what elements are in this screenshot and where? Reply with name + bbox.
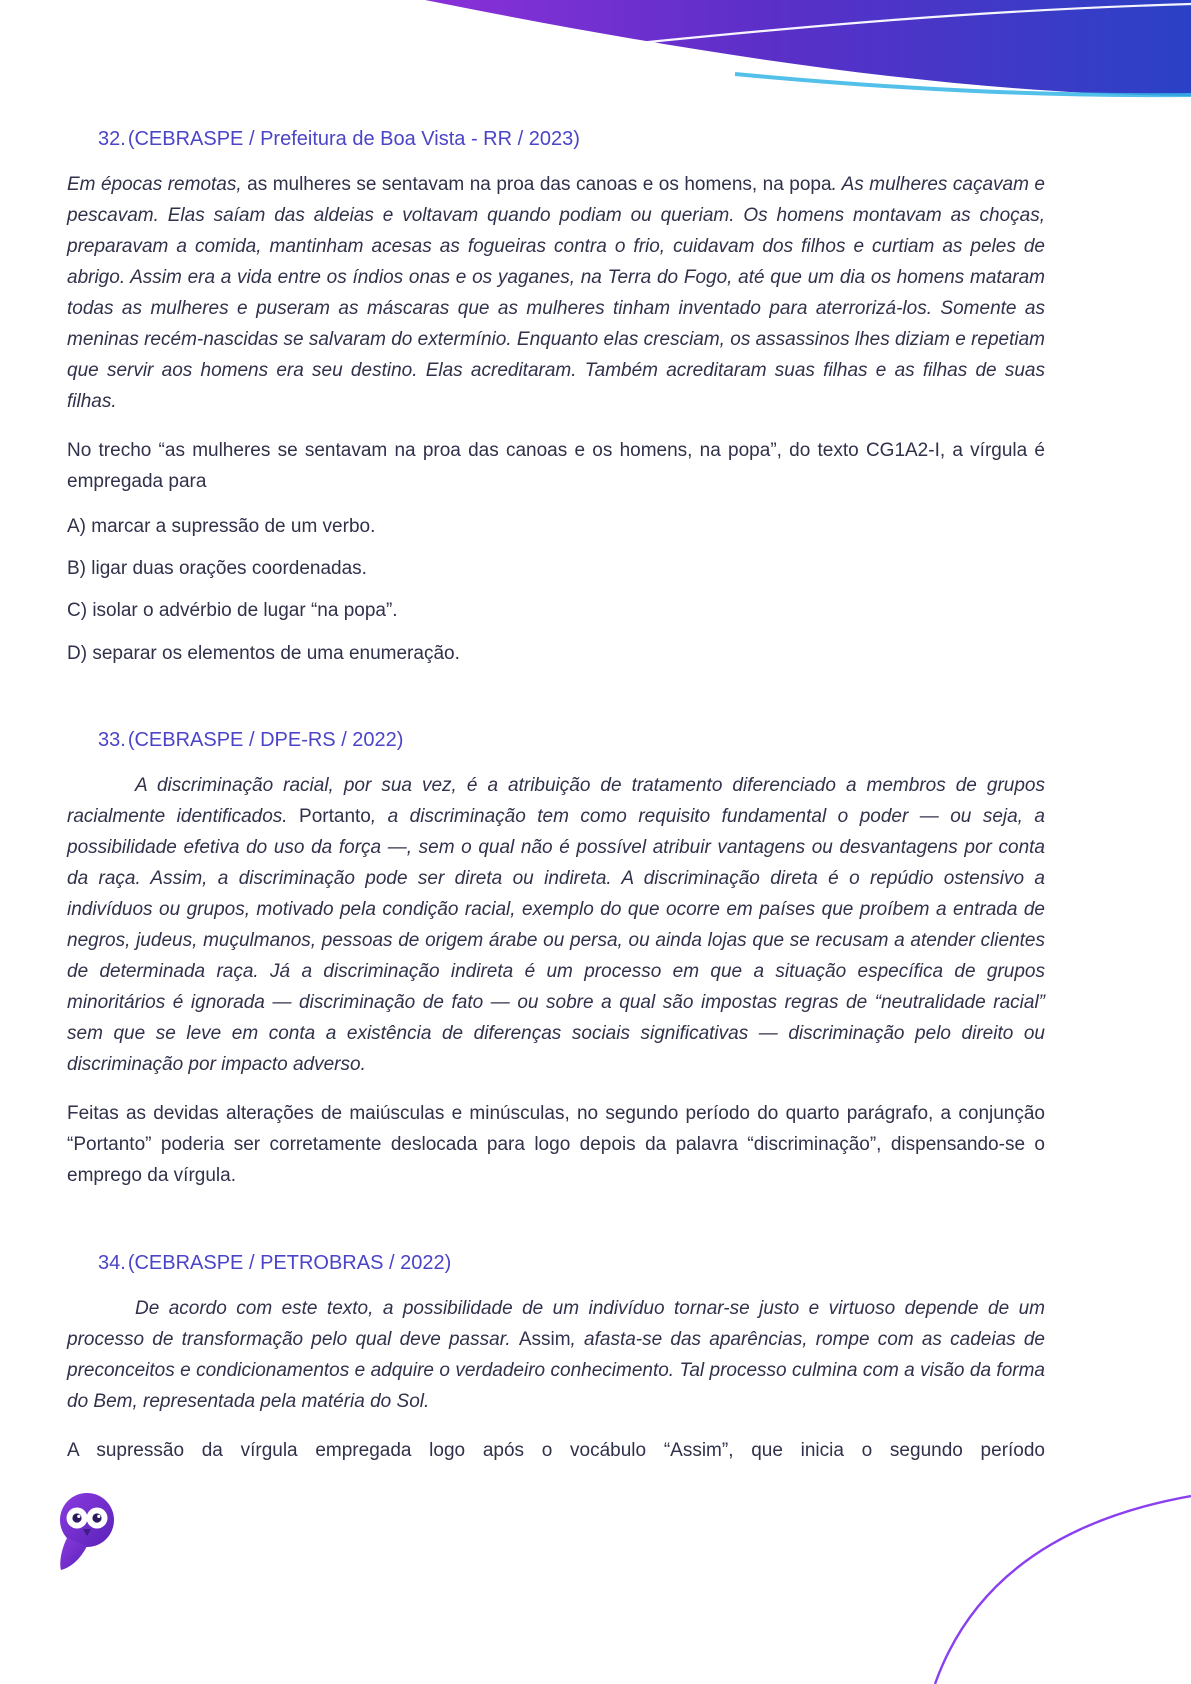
question-33-heading — [67, 727, 1045, 753]
owl-right-eye — [87, 1508, 108, 1529]
passage-segment: Em épocas remotas, — [67, 174, 248, 195]
question-34-statement: A supressão da vírgula empregada logo após o vocábulo “Assim”, que inicia o segundo período — [67, 1439, 1045, 1461]
question-32-passage — [67, 170, 1045, 418]
passage-quoted-segment: Assim — [518, 1328, 571, 1350]
owl-head — [60, 1493, 114, 1547]
question-33 — [67, 727, 1045, 1192]
question-source: (CEBRASPE / DPE-RS / 2022) — [127, 729, 404, 752]
passage-segment: A discriminação racial, por sua vez, é a atribuição de tratamento diferenciado a membros de grupos racialmente identificados. — [67, 775, 1045, 828]
question-32-option-d: D) separar os elementos de uma enumeração. — [67, 642, 460, 664]
passage-segment: . As mulheres caçavam e pescavam. Elas saíam das aldeias e voltavam quando podiam ou queriam. Os homens montavam as choças, preparavam a comida, mantinham acesas as fogueiras contra o frio, cuidavam dos filhos e curtiam as peles de abrigo. Assim era a vida entre os índios onas e os yaganes, na Terra do Fogo, até que um dia os homens mataram todas as mulheres e puseram as máscaras que as mulheres tinham inventado para aterrorizá-los. Somente as meninas recém-nascidas se salvaram do extermínio. Enquanto elas cresciam, os assassinos lhes diziam e repetiam que servir aos homens era seu destino. Elas acreditaram. Também acreditaram suas filhas e as filhas de suas filhas. — [67, 174, 1045, 412]
owl-beak — [83, 1529, 91, 1536]
owl-left-eye — [67, 1508, 88, 1529]
passage-segment: De acordo com este texto, a possibilidade de um indivíduo tornar-se justo e virtuoso depende de um processo de transformação pelo qual deve passar. — [67, 1297, 1045, 1350]
question-number: 34. — [98, 1251, 126, 1274]
question-32-heading — [67, 126, 1045, 152]
passage-quoted-segment: Portanto — [299, 806, 371, 828]
question-32 — [67, 126, 1045, 669]
corner-arc-decoration — [929, 1486, 1191, 1684]
question-32-option-c: C) isolar o advérbio de lugar “na popa”. — [67, 600, 398, 622]
question-34-heading — [67, 1250, 1045, 1276]
owl-tail — [60, 1538, 87, 1570]
question-32-options — [67, 512, 1045, 670]
passage-segment: , afasta-se das aparências, rompe com as cadeias de preconceitos e condicionamentos e adquire o verdadeiro conhecimento. Tal processo culmina com a visão da forma do Bem, representada pela matéria do Sol. — [67, 1328, 1045, 1412]
question-source: (CEBRASPE / Prefeitura de Boa Vista - RR / 2023) — [127, 128, 580, 150]
top-wave-decoration — [425, 0, 1191, 100]
question-32-option-a: A) marcar a supressão de um verbo. — [67, 515, 376, 537]
passage-segment: , a discriminação tem como requisito fundamental o poder — ou seja, a possibilidade efetiva do uso da força —, sem o qual não é possível atribuir vantagens ou desvantagens por conta da raça. Assim, a discriminação pode ser direta ou indireta. A discriminação direta é o repúdio ostensivo a indivíduos ou grupos, motivado pela condição racial, exemplo do que ocorre em países que proíbem a entrada de negros, judeus, muçulmanos, pessoas de origem árabe ou persa, ou ainda lojas que se recusam a atender clientes de determinada raça. Já a discriminação indireta é um processo em que a situação específica de grupos minoritários é ignorada — discriminação de fato — ou sobre a qual são impostas regras de “neutralidade racial” sem que se leve em conta a existência de diferenças sociais significativas — discriminação pelo direito ou discriminação por impacto adverso. — [67, 806, 1045, 1075]
question-source: (CEBRASPE / PETROBRAS / 2022) — [127, 1251, 452, 1274]
owl-logo — [56, 1492, 116, 1572]
question-32-prompt: No trecho “as mulheres se sentavam na proa das canoas e os homens, na popa”, do texto CG1A2-I, a vírgula é empregada para — [67, 439, 1045, 492]
question-34 — [67, 1250, 1045, 1467]
question-32-option-b: B) ligar duas orações coordenadas. — [67, 558, 367, 580]
question-34-passage — [67, 1294, 1045, 1418]
question-33-passage — [67, 771, 1045, 1081]
question-33-statement: Feitas as devidas alterações de maiúsculas e minúsculas, no segundo período do quarto parágrafo, a conjunção “Portanto” poderia ser corretamente deslocada para logo depois da palavra “discriminação”, dispensando-se o emprego da vírgula. — [67, 1102, 1045, 1186]
question-number: 32. — [98, 128, 126, 150]
content — [67, 126, 1045, 1467]
passage-quoted-segment: as mulheres se sentavam na proa das canoas e os homens, na popa — [247, 174, 832, 195]
question-number: 33. — [98, 729, 126, 752]
